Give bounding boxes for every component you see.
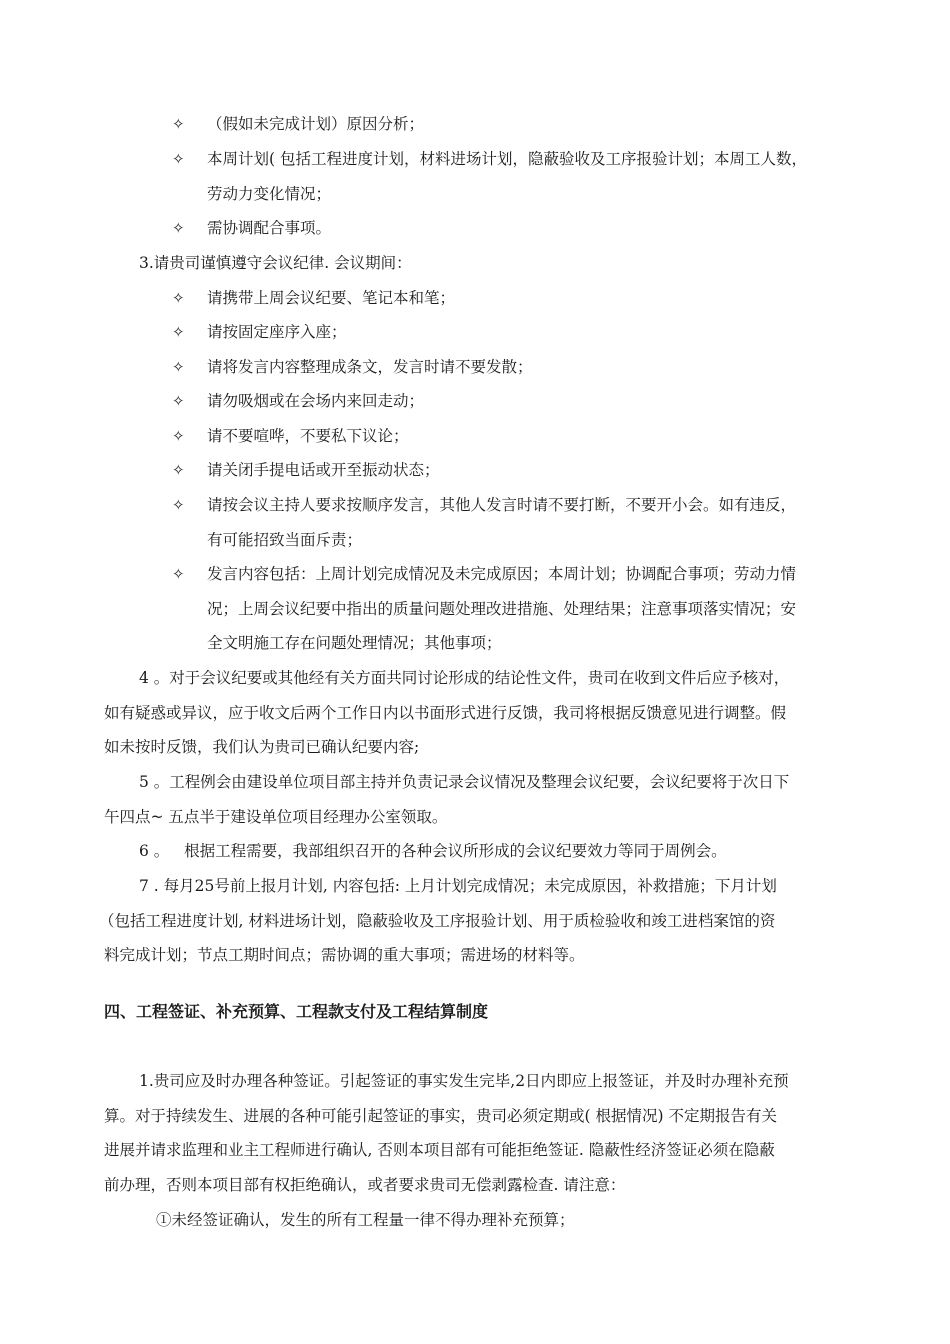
paragraph-item-6: 6 。 根据工程需要，我部组织召开的各种会议所形成的会议纪要效力等同于周例会。 (139, 842, 727, 860)
list-item-continued: 劳动力变化情况； (207, 185, 332, 203)
paragraph-item-4-line: 如有疑惑或异议，应于收文后两个工作日内以书面形式进行反馈，我司将根据反馈意见进行调整。假 (104, 704, 787, 722)
list-item: 请按固定座序入座； (207, 323, 347, 341)
paragraph-item-7: 7 . 每月25号前上报月计划, 内容包括: 上月计划完成情况；未完成原因，补救措施；下月计划 (139, 877, 777, 895)
list-item: 发言内容包括：上周计划完成情况及未完成原因；本周计划；协调配合事项；劳动力情 (207, 565, 797, 583)
paragraph-item-7-line: 料完成计划；节点工期时间点；需协调的重大事项；需进场的材料等。 (104, 946, 585, 964)
paragraph-item-5-line: 午四点~ 五点半于建设单位项目经理办公室领取。 (104, 808, 448, 826)
section-heading: 四、工程签证、补充预算、工程款支付及工程结算制度 (104, 1002, 489, 1021)
bullet-icon: ✧ (172, 427, 185, 445)
bullet-icon: ✧ (172, 323, 185, 341)
list-item: 请不要喧哗，不要私下议论； (207, 427, 409, 445)
section-paragraph-line: 算。对于持续发生、进展的各种可能引起签证的事实，贵司必须定期或( 根据情况) 不定期报告有关 (104, 1107, 777, 1125)
paragraph-item-4-line: 如未按时反馈，我们认为贵司已确认纪要内容; (104, 738, 420, 756)
bullet-icon: ✧ (172, 150, 185, 168)
bullet-icon: ✧ (172, 565, 185, 583)
list-item: 本周计划( 包括工程进度计划，材料进场计划，隐蔽验收及工序报验计划；本周工人数， (207, 150, 807, 168)
paragraph-item-7-line: （包括工程进度计划, 材料进场计划，隐蔽验收及工序报验计划、用于质检验收和竣工进档案馆的资 (99, 912, 776, 930)
bullet-icon: ✧ (172, 496, 185, 514)
bullet-icon: ✧ (172, 461, 185, 479)
list-item: （假如未完成计划）原因分析； (207, 115, 425, 133)
bullet-icon: ✧ (172, 115, 185, 133)
bullet-icon: ✧ (172, 289, 185, 307)
list-item: 请将发言内容整理成条文，发言时请不要发散； (207, 358, 533, 376)
note-item: ①未经签证确认，发生的所有工程量一律不得办理补充预算； (156, 1211, 575, 1229)
list-item: 需协调配合事项。 (207, 219, 332, 237)
section-paragraph-line: 进展并请求监理和业主工程师进行确认, 否则本项目部有可能拒绝签证. 隐蔽性经济签证必须在隐蔽 (104, 1141, 775, 1159)
section-paragraph-line: 前办理，否则本项目部有权拒绝确认，或者要求贵司无偿剥露检查. 请注意： (104, 1176, 626, 1194)
paragraph-item-4: 4 。对于会议纪要或其他经有关方面共同讨论形成的结论性文件，贵司在收到文件后应予核对， (139, 669, 790, 687)
list-item: 请关闭手提电话或开至振动状态； (207, 461, 440, 479)
list-item: 请携带上周会议纪要、笔记本和笔； (207, 289, 456, 307)
paragraph-item-5: 5 。工程例会由建设单位项目部主持并负责记录会议情况及整理会议纪要，会议纪要将于次日下 (139, 773, 790, 791)
bullet-icon: ✧ (172, 219, 185, 237)
paragraph-item-3-title: 3.请贵司谨慎遵守会议纪律. 会议期间： (139, 254, 412, 272)
bullet-icon: ✧ (172, 392, 185, 410)
list-item-continued: 有可能招致当面斥责； (207, 531, 363, 549)
list-item: 请勿吸烟或在会场内来回走动； (207, 392, 425, 410)
section-paragraph: 1.贵司应及时办理各种签证。引起签证的事实发生完毕,2日内即应上报签证，并及时办理补充预 (139, 1072, 789, 1090)
list-item-continued: 全文明施工存在问题处理情况；其他事项； (207, 634, 502, 652)
list-item-continued: 况；上周会议纪要中指出的质量问题处理改进措施、处理结果；注意事项落实情况；安 (207, 600, 797, 618)
bullet-icon: ✧ (172, 358, 185, 376)
list-item: 请按会议主持人要求按顺序发言，其他人发言时请不要打断，不要开小会。如有违反， (207, 496, 797, 514)
